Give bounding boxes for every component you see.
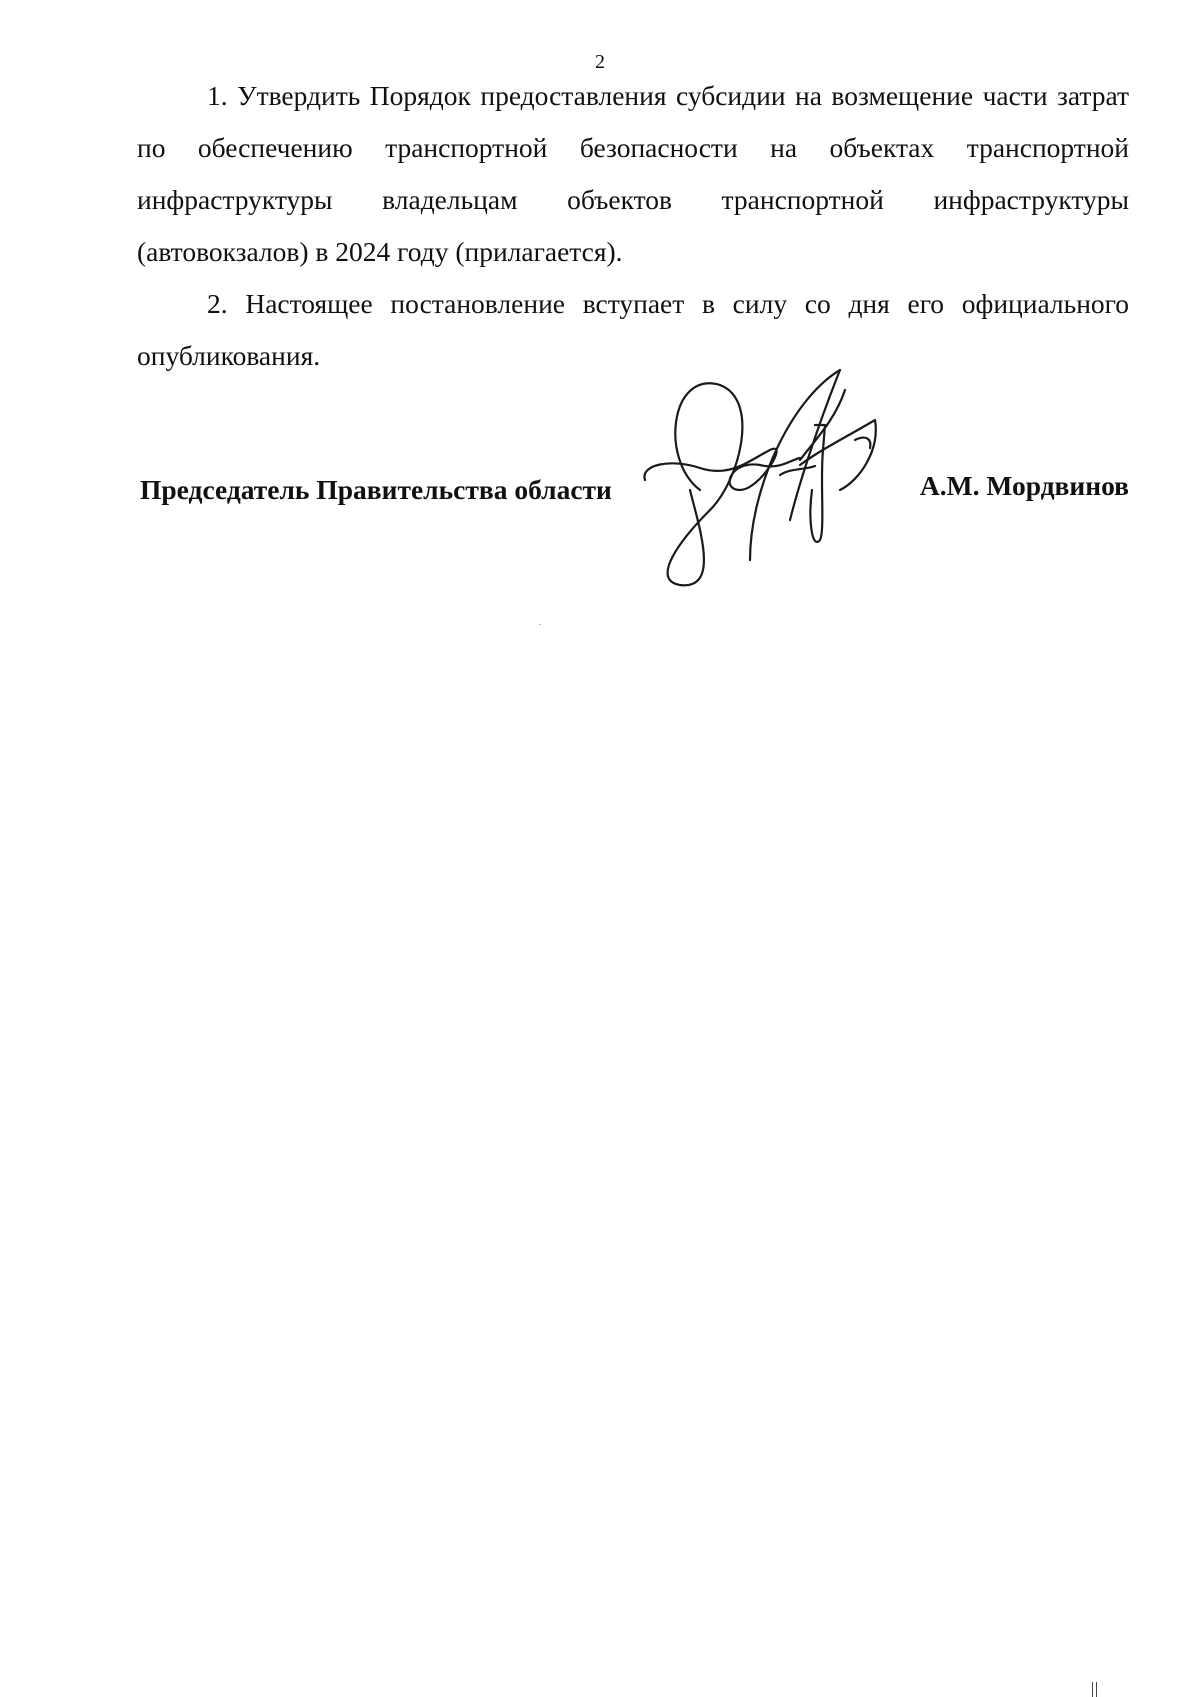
paragraph-2: 2. Настоящее постановление вступает в силу со дня его официального опубликования. xyxy=(137,288,1129,371)
scan-artifact xyxy=(539,624,541,625)
paragraph-1: 1. Утвердить Порядок предоставления субсидии на возмещение части затрат по обеспечению транспортной безопасности на объектах транспортной инфраструктуры владельцам объектов транспортной инфраструктуры (автовокзалов) в 2024 году (прилагается). xyxy=(137,80,1129,267)
page-number: 2 xyxy=(595,51,605,73)
signature-block xyxy=(137,470,1129,510)
signer-title: Председатель Правительства области xyxy=(140,474,612,505)
handwritten-signature xyxy=(640,340,900,590)
signer-name: А.М. Мордвинов xyxy=(919,470,1129,501)
document-body xyxy=(137,70,1129,382)
scan-edge-mark xyxy=(1090,1682,1102,1697)
